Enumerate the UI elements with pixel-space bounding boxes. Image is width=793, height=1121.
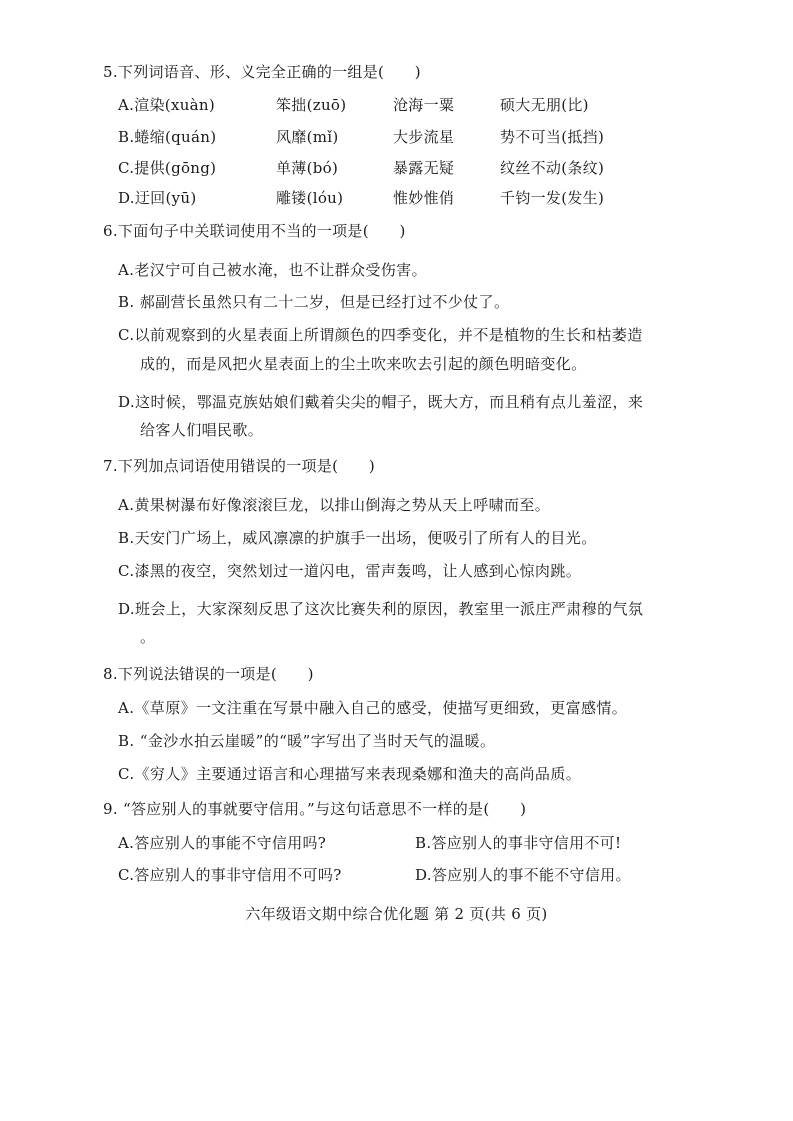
page-footer: 六年级语文期中综合优化题 第 2 页(共 6 页)	[245, 905, 548, 923]
q9-option-a: A.答应别人的事能不守信用吗?	[118, 834, 327, 852]
q8-option-a: A.《草原》一文注重在写景中融入自己的感受，使描写更细致，更富感情。	[118, 699, 628, 717]
q9-option-d: D.答应别人的事不能不守信用。	[415, 866, 631, 884]
q5-c-word3: 暴露无疑	[393, 159, 455, 177]
q5-a-word2: 笨拙(zuō)	[276, 96, 347, 114]
q5-d-word1: D.迂回(yū)	[118, 189, 197, 207]
q5-c-word1: C.提供(gōng)	[118, 159, 217, 177]
q8-option-b: B. “金沙水拍云崖暖”的“暖”字写出了当时天气的温暖。	[118, 732, 496, 750]
q6-option-d-continued: 给客人们唱民歌。	[140, 421, 264, 439]
q9-stem: 9. “答应别人的事就要守信用。”与这句话意思不一样的是( )	[103, 800, 527, 818]
q5-d-word4: 千钧一发(发生)	[500, 189, 605, 207]
q5-a-word1: A.渲染(xuàn)	[118, 96, 216, 114]
q5-b-word3: 大步流星	[393, 128, 455, 146]
q5-d-word2: 雕镂(lóu)	[276, 189, 344, 207]
q5-d-word3: 惟妙惟俏	[393, 189, 455, 207]
q5-b-word4: 势不可当(抵挡)	[500, 128, 605, 146]
q5-a-word3: 沧海一粟	[393, 96, 455, 114]
q6-option-a: A.老汉宁可自己被水淹，也不让群众受伤害。	[118, 261, 428, 279]
q8-stem: 8.下列说法错误的一项是( )	[103, 665, 314, 683]
q9-option-b: B.答应别人的事非守信用不可!	[415, 834, 622, 852]
q7-option-a: A.黄果树瀑布好像滚滚巨龙，以排山倒海之势从天上呼啸而至。	[118, 496, 551, 514]
q7-option-b: B.天安门广场上，威风凛凛的护旗手一出场，便吸引了所有人的目光。	[118, 529, 597, 547]
q7-option-c: C.漆黑的夜空，突然划过一道闪电，雷声轰鸣，让人感到心惊肉跳。	[118, 562, 582, 580]
q5-a-word4: 硕大无朋(比)	[500, 96, 589, 114]
q5-stem: 5.下列词语音、形、义完全正确的一组是( )	[103, 63, 421, 81]
q6-option-c: C.以前观察到的火星表面上所谓颜色的四季变化，并不是植物的生长和枯萎造	[118, 326, 643, 344]
q5-b-word2: 风靡(mǐ)	[276, 128, 339, 146]
q5-c-word4: 纹丝不动(条纹)	[500, 159, 605, 177]
q6-stem: 6.下面句子中关联词使用不当的一项是( )	[103, 222, 406, 240]
q7-option-d-continued: 。	[140, 628, 156, 646]
q6-option-d: D.这时候，鄂温克族姑娘们戴着尖尖的帽子，既大方，而且稍有点儿羞涩，来	[118, 393, 644, 411]
q7-stem: 7.下列加点词语使用错误的一项是( )	[103, 457, 376, 475]
q8-option-c: C.《穷人》主要通过语言和心理描写来表现桑娜和渔夫的高尚品质。	[118, 765, 582, 783]
q6-option-b: B. 郝副营长虽然只有二十二岁，但是已经打过不少仗了。	[118, 293, 510, 311]
q6-option-c-continued: 成的，而是风把火星表面上的尘土吹来吹去引起的颜色明暗变化。	[140, 355, 587, 373]
q9-option-c: C.答应别人的事非守信用不可吗?	[118, 866, 342, 884]
q5-c-word2: 单薄(bó)	[276, 159, 339, 177]
q7-option-d: D.班会上，大家深刻反思了这次比赛失利的原因，教室里一派庄严肃穆的气氛	[118, 600, 644, 618]
q5-b-word1: B.蜷缩(quán)	[118, 128, 217, 146]
